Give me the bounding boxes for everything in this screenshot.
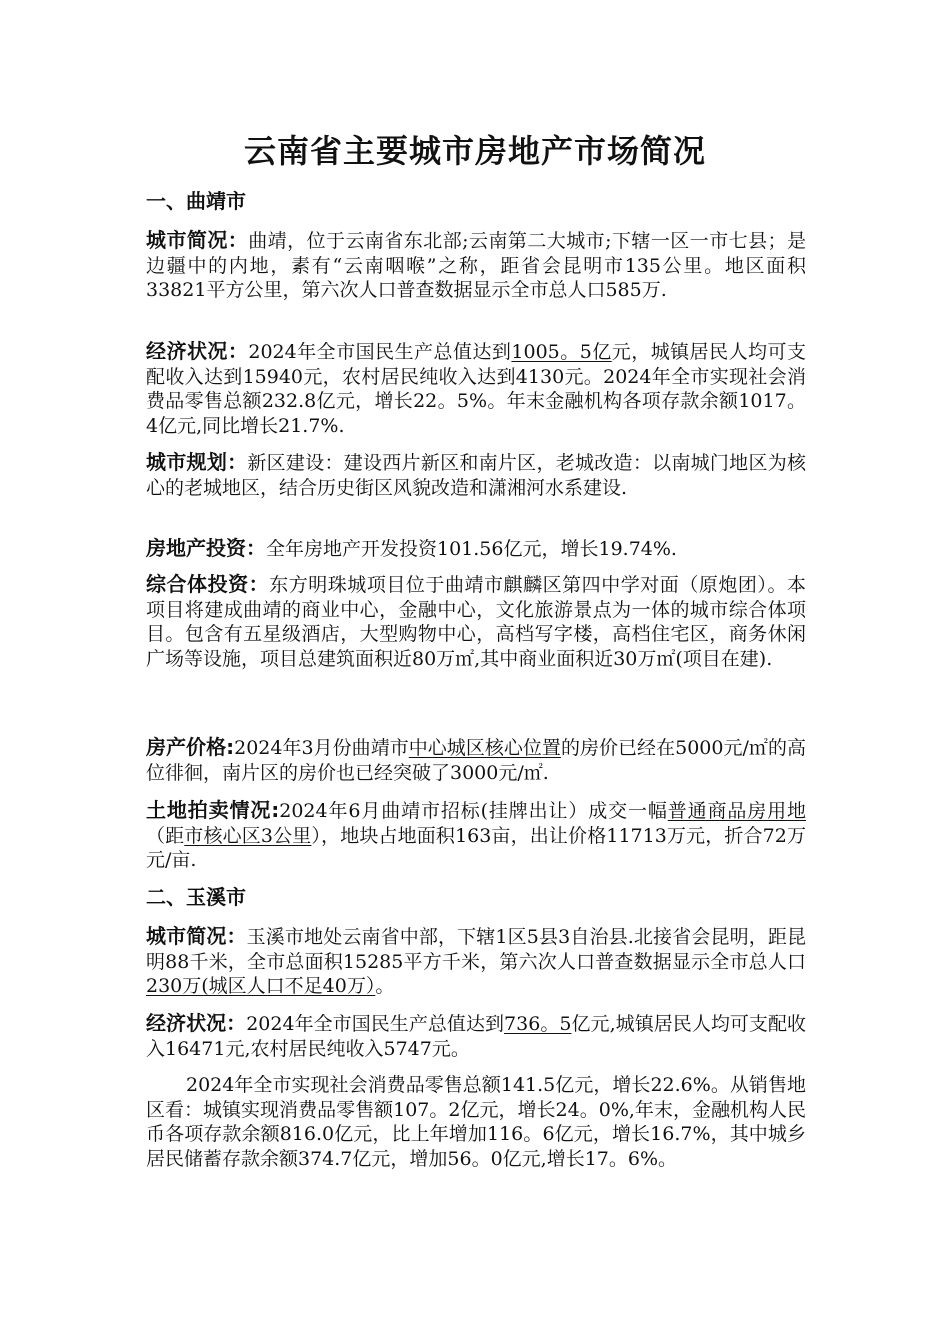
qujing-overview-text: 曲靖，位于云南省东北部;云南第二大城市;下辖一区一市七县；是边疆中的内地，素有“云南咽喉”之称，距省会昆明市135公里。地区面积33821平方公里，第六次人口普查数据显示全市总人口585万. — [146, 230, 806, 301]
qujing-land-text-2: （距 — [146, 824, 185, 847]
yuxi-economy-paragraph — [146, 1011, 806, 1061]
yuxi-economy-label: 经济状况： — [146, 1011, 247, 1035]
document-title: 云南省主要城市房地产市场简况 — [243, 132, 706, 170]
qujing-price-text-2: 的房价已经在5000元/㎡的高位徘徊，南片区的房价也已经突破了3000元/㎡. — [146, 737, 806, 784]
qujing-investment-text: 全年房地产开发投资101.56亿元，增长19.74%. — [266, 538, 677, 560]
yuxi-overview-text-2: 。 — [375, 975, 395, 997]
qujing-complex-text: 东方明珠城项目位于曲靖市麒麟区第四中学对面（原炮团）。本项目将建成曲靖的商业中心，金融中心，文化旅游景点为一体的城市综合体项目。包含有五星级酒店，大型购物中心，高档写字楼，高档住宅区，商务休闲广场等设施，项目总建筑面积近80万㎡,其中商业面积近30万㎡(项目在建). — [146, 574, 806, 670]
qujing-overview-paragraph — [146, 228, 806, 303]
qujing-price-label: 房产价格: — [146, 735, 235, 759]
qujing-planning-text: 新区建设：建设西片新区和南片区，老城改造：以南城门地区为核心的老城地区，结合历史街区风貌改造和潇湘河水系建设. — [146, 452, 806, 499]
qujing-economy-paragraph — [146, 339, 806, 438]
qujing-core-location: 中心城区核心位置 — [408, 737, 561, 759]
qujing-land-text-1: 2024年6月曲靖市招标(挂牌出让）成交一幅 — [279, 800, 668, 822]
qujing-land-paragraph — [146, 798, 806, 873]
yuxi-population-value: 230万(城区人口不足40万） — [146, 975, 376, 997]
qujing-gdp-value: 1005。5亿 — [511, 341, 612, 363]
qujing-investment-paragraph — [146, 536, 806, 562]
qujing-land-label: 土地拍卖情况: — [146, 798, 280, 822]
qujing-complex-label: 综合体投资： — [146, 572, 270, 596]
section-heading-yuxi: 二、玉溪市 — [146, 885, 246, 909]
yuxi-overview-label: 城市简况： — [146, 924, 247, 948]
qujing-economy-text-2: 元，城镇居民人均可支配收入达到15940元，农村居民纯收入达到4130元。2024年全市实现社会消费品零售总额232.8亿元，增长22。5%。年末金融机构各项存款余额1017。4亿元,同比增长21.7%. — [146, 341, 807, 437]
yuxi-consumption-paragraph — [146, 1073, 806, 1171]
yuxi-gdp-value: 736。5 — [504, 1013, 572, 1035]
qujing-planning-paragraph — [146, 450, 806, 500]
qujing-economy-text-1: 2024年全市国民生产总值达到 — [248, 341, 512, 363]
qujing-land-distance: 市核心区3公里 — [184, 824, 312, 847]
qujing-land-type: 普通商品房用地 — [667, 800, 806, 822]
qujing-price-text-1: 2024年3月份曲靖市 — [234, 737, 409, 759]
qujing-overview-label: 城市简况： — [146, 228, 249, 252]
qujing-planning-label: 城市规划： — [146, 450, 248, 474]
yuxi-consumption-text: 2024年全市实现社会消费品零售总额141.5亿元，增长22.6%。从销售地区看：城镇实现消费品零售额107。2亿元，增长24。0%,年末，金融机构人民币各项存款余额816.0亿元，比上年增加116。6亿元，增长16.7%，其中城乡居民储蓄存款余额374.7亿元，增加56。0亿元,增长17。6%。 — [146, 1074, 806, 1170]
section-heading-qujing: 一、曲靖市 — [146, 189, 246, 213]
yuxi-economy-text-1: 2024年全市国民生产总值达到 — [246, 1013, 505, 1035]
yuxi-overview-text-1: 玉溪市地处云南省中部，下辖1区5县3自治县.北接省会昆明，距昆明88千米，全市总面积15285平方千米，第六次人口普查数据显示全市总人口 — [146, 926, 806, 973]
qujing-price-paragraph — [146, 735, 806, 785]
qujing-investment-label: 房地产投资： — [146, 536, 266, 560]
yuxi-economy-text-2: 亿元,城镇居民人均可支配收入16471元,农村居民纯收入5747元。 — [146, 1013, 807, 1060]
qujing-complex-paragraph — [146, 572, 806, 671]
qujing-economy-label: 经济状况： — [146, 339, 249, 363]
yuxi-overview-paragraph — [146, 924, 806, 999]
qujing-land-text-3: ），地块占地面积163亩，出让价格11713万元，折合72万元/亩. — [146, 824, 806, 871]
